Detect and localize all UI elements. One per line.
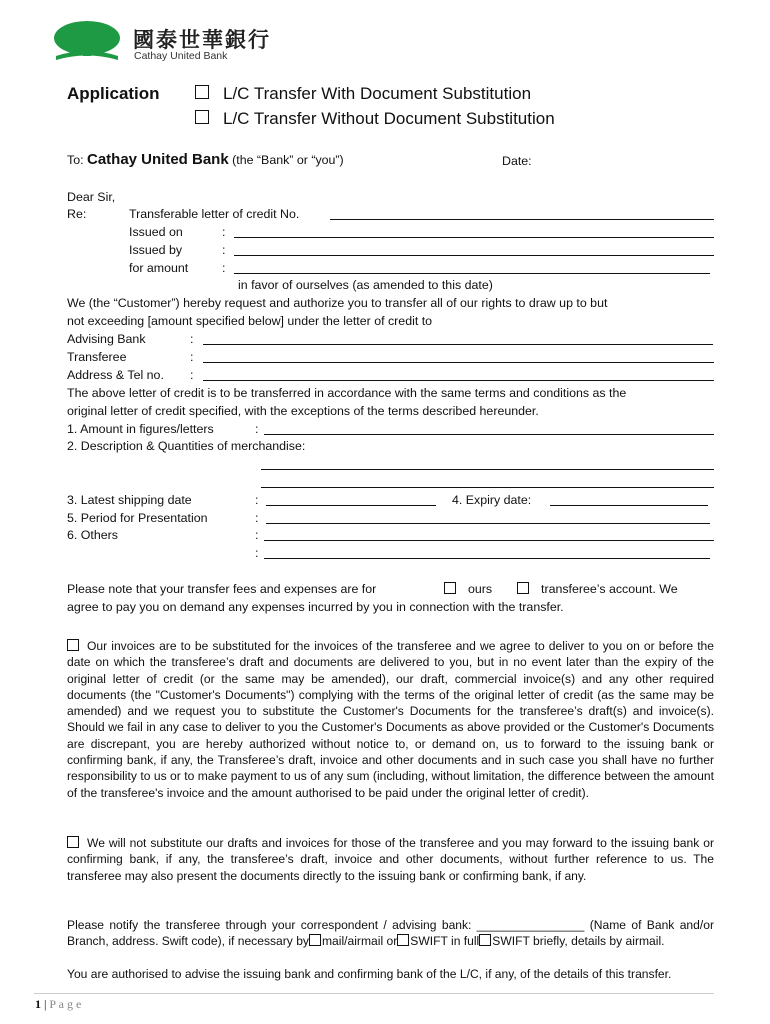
item-presentation-label: 5. Period for Presentation — [67, 511, 208, 525]
transferee-field[interactable] — [203, 362, 714, 363]
checkbox-no-substitution[interactable] — [67, 836, 79, 848]
checkbox-ours[interactable] — [444, 582, 456, 594]
address-field[interactable] — [203, 380, 714, 381]
option-without-substitution-label: L/C Transfer Without Document Substitution — [223, 109, 555, 128]
checkbox-substitution[interactable] — [67, 639, 79, 651]
item-description-label: 2. Description & Quantities of merchandise: — [67, 439, 306, 453]
colon: : — [222, 225, 226, 239]
issued-by-field[interactable] — [234, 255, 714, 256]
checkbox-without-substitution[interactable] — [195, 110, 209, 124]
amount-label: for amount — [129, 261, 189, 275]
request-line-1: We (the “Customer”) hereby request and authorize you to transfer all of our rights to draw up to but — [67, 296, 608, 310]
no-substitution-text: We will not substitute our drafts and invoices for those of the transferee and you may forward to the issuing bank or confirming bank, if any, the transferee’s draft, invoice and other documents, without further reference to us. The transferee may also present the documents directly to the issuing bank or confirming bank, if any. — [67, 836, 714, 883]
option-with-substitution[interactable] — [195, 84, 531, 104]
colon: : — [255, 546, 259, 560]
footer — [35, 997, 81, 1012]
to-bank: Cathay United Bank — [86, 151, 229, 168]
item-shipping-label: 3. Latest shipping date — [67, 493, 192, 507]
item-others-field-2[interactable] — [264, 558, 710, 559]
item-description-field-2[interactable] — [261, 487, 714, 488]
to-line — [67, 151, 344, 168]
item-amount-label: 1. Amount in figures/letters — [67, 422, 214, 436]
bank-name-cn: 國泰世華銀行 — [133, 28, 271, 52]
item-description-field-1[interactable] — [261, 469, 714, 470]
colon: : — [190, 368, 194, 382]
colon: : — [255, 493, 259, 507]
terms-line-1: The above letter of credit is to be transferred in accordance with the same terms and conditions as the — [67, 386, 627, 400]
logo — [52, 18, 122, 64]
footer-rule — [34, 993, 714, 994]
colon: : — [255, 528, 259, 542]
checkbox-mail[interactable] — [309, 934, 321, 946]
issued-by-label: Issued by — [129, 243, 183, 257]
request-line-2: not exceeding [amount specified below] under the letter of credit to — [67, 314, 433, 328]
page-number: 1 — [35, 997, 41, 1011]
advising-bank-label: Advising Bank — [67, 332, 146, 346]
fees-line-1 — [67, 582, 376, 596]
salutation: Dear Sir, — [67, 190, 116, 204]
checkbox-swift-full[interactable] — [397, 934, 409, 946]
item-presentation-field[interactable] — [266, 523, 710, 524]
page-word: P a g e — [49, 997, 82, 1011]
lc-no-label: Transferable letter of credit No. — [129, 207, 300, 221]
advising-bank-field[interactable] — [203, 344, 713, 345]
favor-text: in favor of ourselves (as amended to this date) — [238, 278, 493, 292]
option-with-substitution-label: L/C Transfer With Document Substitution — [223, 84, 532, 103]
notify-paragraph — [67, 917, 714, 950]
colon: : — [255, 511, 259, 525]
tree-logo-icon — [52, 18, 122, 64]
re-label: Re: — [67, 207, 87, 221]
item-expiry-label: 4. Expiry date: — [452, 493, 532, 507]
fees-transferee-label: transferee’s account. We — [541, 582, 678, 596]
address-label: Address & Tel no. — [67, 368, 164, 382]
application-title: Application — [67, 84, 160, 103]
substitution-text: Our invoices are to be substituted for the invoices of the transferee and we agree to deliver to you on or before the date on which the transferee’s draft and documents are delivered to you, but in no event later than the expiry of the original letter of credit (or the same may be amended), our draft, commercial invoice(s) and any other required documents (the "Customer's Documents") complying with the terms of the original letter of credit (as the same may be amended) and we request you to substitute the Customer's Documents for the transferee’s draft(s) and invoice(s). Should we fail in any case to deliver to you the Customer's Documents as above provided or the Customer's Documents are discrepant, you are hereby authorized without notice to, or demand on, us to forward to the issuing bank or confirming bank, if any, the Transferee’s draft, invoice and other documents and in such case you shall have no further responsibility to us or to make payment to us of any sum (including, without limitation, the difference between the amount of the transferee's invoice and the amount authorised to be paid under the original letter of credit). — [67, 639, 714, 800]
terms-line-2: original letter of credit specified, with the exceptions of the terms described hereunder. — [67, 404, 539, 418]
colon: : — [222, 243, 226, 257]
item-shipping-field[interactable] — [266, 505, 436, 506]
notify-swift-brief-label: SWIFT briefly, details by airmail. — [492, 934, 665, 949]
fees-transferee-option[interactable] — [517, 582, 678, 596]
item-others-field-1[interactable] — [264, 540, 714, 541]
notify-mail-label: mail/airmail or — [321, 934, 398, 949]
issued-on-field[interactable] — [234, 237, 714, 238]
bank-name-en: Cathay United Bank — [134, 50, 228, 62]
colon: : — [190, 332, 194, 346]
notify-text: Please notify the transferee through your correspondent / advising bank: ________________ (Name of Bank and/or Branch, address. Swift code), if necessary by — [67, 918, 714, 949]
no-substitution-paragraph — [67, 835, 714, 884]
transferee-label: Transferee — [67, 350, 127, 364]
item-expiry-field[interactable] — [550, 505, 708, 506]
item-amount-field[interactable] — [264, 434, 714, 435]
fees-ours-label: ours — [468, 582, 493, 596]
fees-ours-option[interactable] — [444, 582, 492, 596]
lc-no-field[interactable] — [330, 219, 714, 220]
item-others-label: 6. Others — [67, 528, 118, 542]
option-without-substitution[interactable] — [195, 109, 555, 129]
fees-line-2: agree to pay you on demand any expenses incurred by you in connection with the transfer. — [67, 600, 564, 614]
issued-on-label: Issued on — [129, 225, 183, 239]
colon: : — [222, 261, 226, 275]
fees-prefix: Please note that your transfer fees and expenses are for — [67, 582, 377, 596]
colon: : — [190, 350, 194, 364]
to-prefix: To: — [67, 153, 84, 167]
checkbox-with-substitution[interactable] — [195, 85, 209, 99]
checkbox-swift-brief[interactable] — [479, 934, 491, 946]
substitution-paragraph — [67, 638, 714, 801]
checkbox-transferee[interactable] — [517, 582, 529, 594]
to-suffix: (the “Bank” or “you”) — [232, 153, 344, 167]
amount-field[interactable] — [234, 273, 710, 274]
colon: : — [255, 422, 259, 436]
date-label: Date: — [502, 154, 532, 168]
notify-swift-full-label: SWIFT in full — [410, 934, 480, 949]
footer-separator: | — [44, 997, 47, 1011]
authorise-text: You are authorised to advise the issuing bank and confirming bank of the L/C, if any, of the details of this transfer. — [67, 967, 672, 981]
